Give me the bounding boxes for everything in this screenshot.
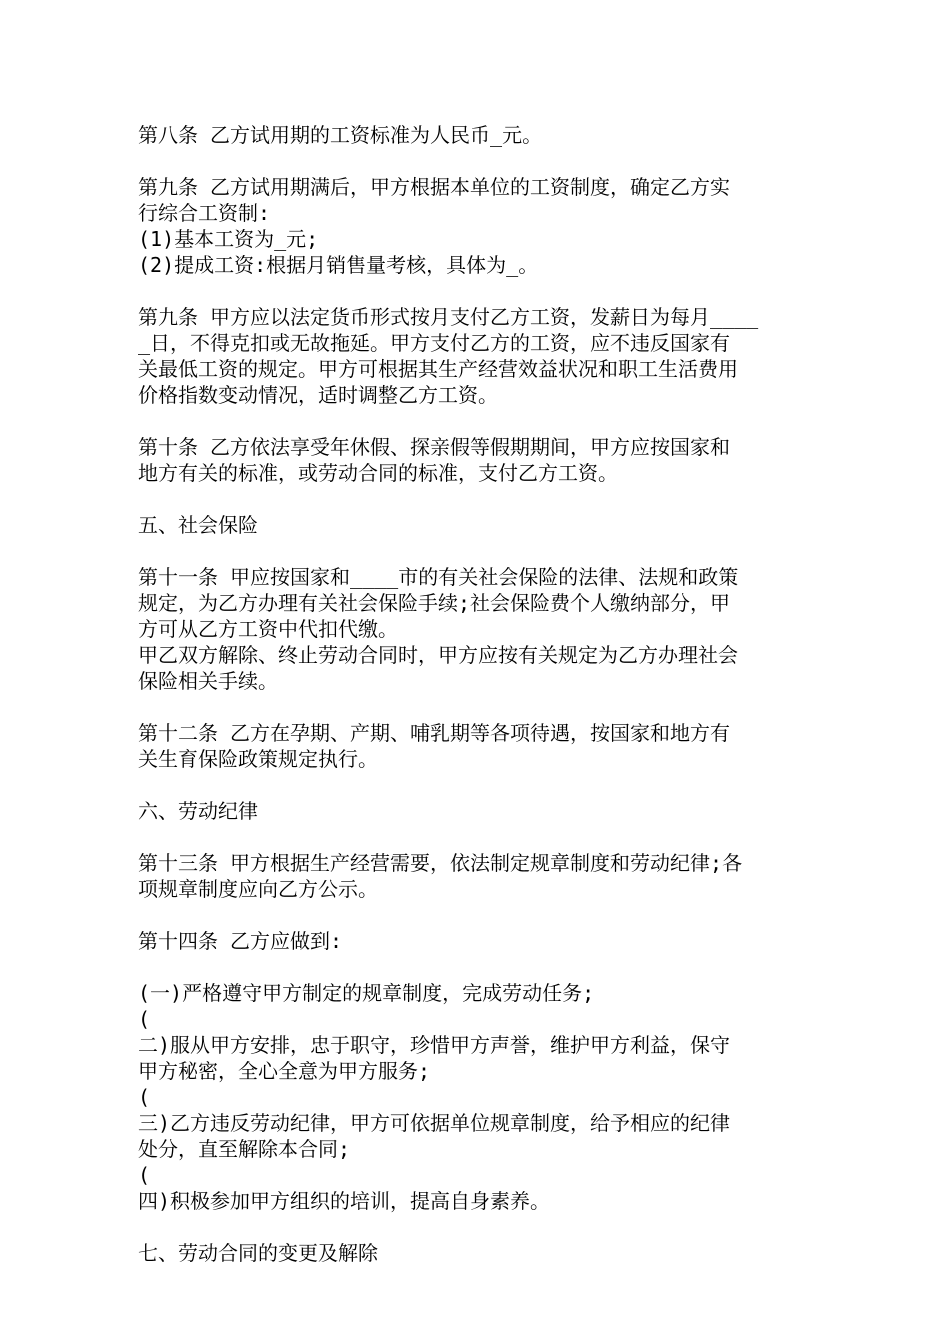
blank-line	[138, 1214, 818, 1240]
blank-line	[138, 954, 818, 980]
text-line: 关最低工资的规定。甲方可根据其生产经营效益状况和职工生活费用	[138, 357, 738, 381]
text-line: 第八条 乙方试用期的工资标准为人民币_元。	[138, 123, 543, 147]
blank-line	[138, 148, 818, 174]
text-line: 行综合工资制:	[138, 201, 271, 225]
text-line: 第十四条 乙方应做到:	[138, 929, 343, 953]
blank-line	[138, 408, 818, 434]
text-line: 地方有关的标准，或劳动合同的标准，支付乙方工资。	[138, 461, 618, 485]
text-line: 方可从乙方工资中代扣代缴。	[138, 617, 398, 641]
blank-line	[138, 278, 818, 304]
text-line: (	[138, 1007, 151, 1031]
text-line: 第十二条 乙方在孕期、产期、哺乳期等各项待遇，按国家和地方有	[138, 721, 731, 745]
text-line: 二)服从甲方安排，忠于职守，珍惜甲方声誉，维护甲方利益，保守	[138, 1033, 731, 1057]
text-line: 第九条 乙方试用期满后，甲方根据本单位的工资制度，确定乙方实	[138, 175, 731, 199]
text-line: 第十条 乙方依法享受年休假、探亲假等假期期间，甲方应按国家和	[138, 435, 731, 459]
blank-line	[138, 694, 818, 720]
text-line: (	[138, 1163, 151, 1187]
text-line: 关生育保险政策规定执行。	[138, 747, 378, 771]
text-line: (	[138, 1085, 151, 1109]
text-line: 规定，为乙方办理有关社会保险手续;社会保险费个人缴纳部分，甲	[138, 591, 731, 615]
blank-line	[138, 486, 818, 512]
text-line: 甲乙双方解除、终止劳动合同时，甲方应按有关规定为乙方办理社会	[138, 643, 738, 667]
text-line: (1)基本工资为_元;	[138, 227, 319, 251]
text-line: 四)积极参加甲方组织的培训，提高自身素养。	[138, 1189, 551, 1213]
text-line: (2)提成工资:根据月销售量考核，具体为_。	[138, 253, 539, 277]
blank-line	[138, 538, 818, 564]
text-line: 第十一条 甲应按国家和____市的有关社会保险的法律、法规和政策	[138, 565, 739, 589]
text-line: 保险相关手续。	[138, 669, 278, 693]
text-line: 第九条 甲方应以法定货币形式按月支付乙方工资，发薪日为每月____	[138, 305, 759, 329]
text-line: 第十三条 甲方根据生产经营需要，依法制定规章制度和劳动纪律;各	[138, 851, 743, 875]
text-line: (一)严格遵守甲方制定的规章制度，完成劳动任务;	[138, 981, 595, 1005]
text-line: 项规章制度应向乙方公示。	[138, 877, 378, 901]
text-line: 价格指数变动情况，适时调整乙方工资。	[138, 383, 498, 407]
blank-line	[138, 902, 818, 928]
section-heading: 五、社会保险	[138, 513, 258, 537]
text-line: 甲方秘密，全心全意为甲方服务;	[138, 1059, 431, 1083]
document-page	[138, 122, 818, 1266]
blank-line	[138, 824, 818, 850]
text-line: 三)乙方违反劳动纪律，甲方可依据单位规章制度，给予相应的纪律	[138, 1111, 731, 1135]
section-heading: 六、劳动纪律	[138, 799, 258, 823]
text-line: 处分，直至解除本合同;	[138, 1137, 351, 1161]
blank-line	[138, 772, 818, 798]
text-line: _日，不得克扣或无故拖延。甲方支付乙方的工资，应不违反国家有	[138, 331, 731, 355]
section-heading: 七、劳动合同的变更及解除	[138, 1241, 378, 1265]
